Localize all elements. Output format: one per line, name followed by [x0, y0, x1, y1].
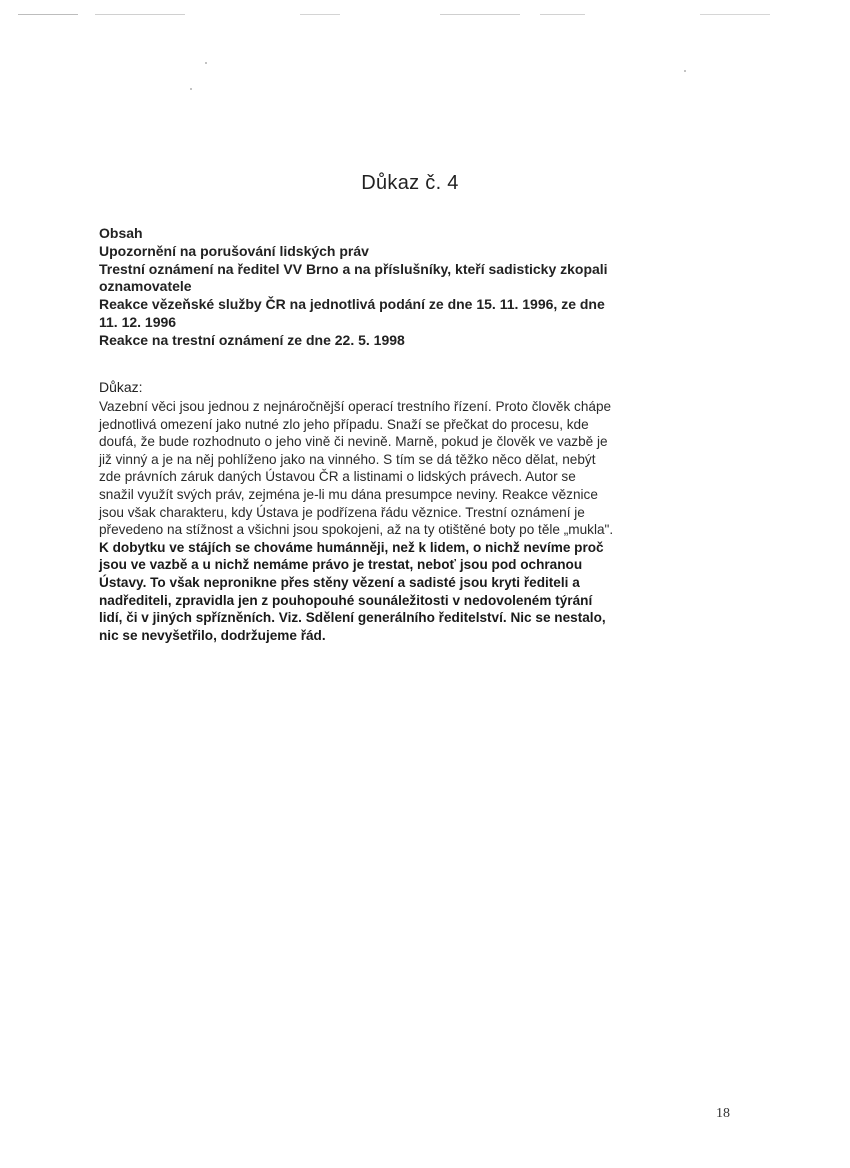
contents-item: oznamovatele — [99, 278, 192, 295]
scan-artifact — [205, 62, 207, 64]
scan-artifact — [190, 88, 192, 90]
body-line: již vinný a je na něj pohlíženo jako na vinného. S tím se dá těžko něco dělat, nebýt — [99, 451, 596, 467]
page-number: 18 — [716, 1106, 730, 1121]
body-line: jsou však charakteru, kdy Ústava je podřízena řádu věznice. Trestní oznámení je — [99, 504, 585, 520]
contents-item: Upozornění na porušování lidských práv — [99, 242, 369, 259]
body-line: doufá, že bude rozhodnuto o jeho vině či nevině. Marně, pokud je člověk ve vazbě je — [99, 434, 608, 450]
body-bold-line: Ústavy. To však nepronikne přes stěny vězení a sadisté jsou kryti řediteli a — [99, 574, 580, 590]
contents-list — [99, 225, 739, 350]
body-line: zde právních záruk daných Ústavou ČR a listinami o lidských právech. Autor se — [99, 469, 576, 485]
scan-artifact — [300, 14, 340, 15]
scan-artifact — [440, 14, 520, 15]
body-line: snažil využít svých práv, zejména je-li mu dána presumpce neviny. Reakce věznice — [99, 486, 598, 502]
body-bold-line: nic se nevyšetřilo, dodržujeme řád. — [99, 627, 326, 643]
scan-artifact — [540, 14, 585, 15]
contents-item: 11. 12. 1996 — [99, 313, 177, 330]
contents-item: Reakce vězeňské služby ČR na jednotlivá podání ze dne 15. 11. 1996, ze dne — [99, 296, 605, 313]
body-line: převedeno na stížnost a všichni jsou spokojeni, až na ty otištěné boty po těle „mukla". — [99, 522, 614, 538]
page-title: Důkaz č. 4 — [361, 172, 459, 194]
body-line: Vazební věci jsou jednou z nejnáročnější operací trestního řízení. Proto člověk chápe — [99, 399, 612, 414]
contents-heading: Obsah — [99, 225, 143, 241]
body-bold-line: nadřediteli, zpravidla jen z pouhopouhé sounáležitosti v nedovoleném týrání — [99, 592, 593, 608]
body-bold-line: lidí, či v jiných spřízněních. Viz. Sdělení generálního ředitelství. Nic se nestalo, — [99, 610, 606, 626]
scan-artifact — [684, 70, 686, 72]
proof-body — [99, 398, 759, 644]
scan-artifact — [18, 14, 78, 15]
body-bold-line: K dobytku ve stájích se chováme humánněji, než k lidem, o nichž nevíme proč — [99, 539, 604, 555]
scan-artifact — [95, 14, 185, 15]
contents-item: Trestní oznámení na ředitel VV Brno a na příslušníky, kteří sadisticky zkopali — [99, 260, 608, 277]
scan-artifact — [700, 14, 770, 15]
proof-label: Důkaz: — [99, 379, 143, 395]
contents-item: Reakce na trestní oznámení ze dne 22. 5. 1998 — [99, 331, 405, 348]
body-line: jednotlivá omezení jako nutné zlo jeho případu. Snaží se přečkat do procesu, kde — [99, 416, 589, 432]
body-bold-line: jsou ve vazbě a u nichž nemáme právo je trestat, neboť jsou pod ochranou — [99, 557, 583, 573]
